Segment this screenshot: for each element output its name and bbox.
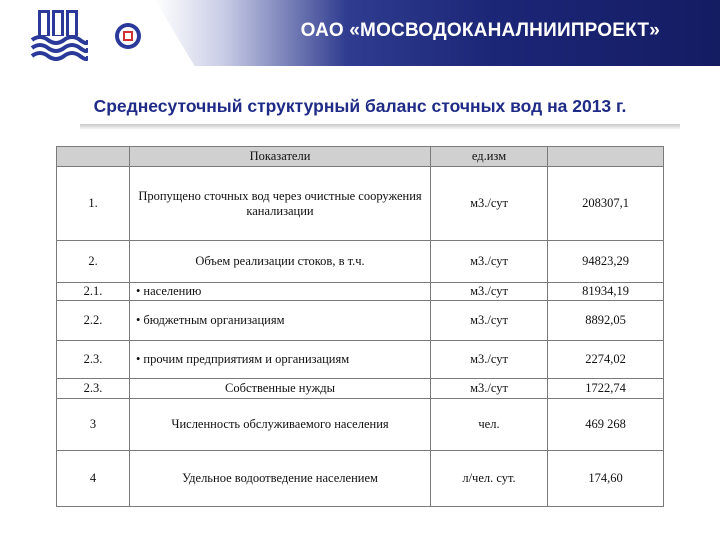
- row-indicator: Численность обслуживаемого населения: [130, 399, 431, 451]
- company-emblem-icon: [28, 6, 88, 61]
- row-indicator: Объем реализации стоков, в т.ч.: [130, 241, 431, 283]
- row-unit: м3./сут: [431, 283, 548, 301]
- row-indicator-text: бюджетным организациям: [143, 313, 285, 327]
- bullet-marker: •: [136, 352, 141, 366]
- table-row: [57, 451, 664, 507]
- table-row: [57, 399, 664, 451]
- row-value: 94823,29: [548, 241, 664, 283]
- row-indicator: [130, 283, 431, 301]
- bullet-marker: •: [136, 284, 141, 298]
- row-unit: чел.: [431, 399, 548, 451]
- row-value: 1722,74: [548, 379, 664, 399]
- row-indicator-text: прочим предприятиям и организациям: [143, 352, 350, 366]
- row-num: 1.: [57, 167, 130, 241]
- row-unit: м3./сут: [431, 341, 548, 379]
- row-unit: м3./сут: [431, 167, 548, 241]
- header-unit: ед.изм: [431, 147, 548, 167]
- table-header-row: [57, 147, 664, 167]
- page-title: Среднесуточный структурный баланс сточных вод на 2013 г.: [93, 96, 627, 116]
- bullet-marker: •: [136, 313, 141, 327]
- row-value: 2274,02: [548, 341, 664, 379]
- table-row: [57, 283, 664, 301]
- row-indicator: Удельное водоотведение населением: [130, 451, 431, 507]
- row-value: 208307,1: [548, 167, 664, 241]
- row-num: 3: [57, 399, 130, 451]
- row-value: 81934,19: [548, 283, 664, 301]
- row-indicator: Собственные нужды: [130, 379, 431, 399]
- table-row: [57, 301, 664, 341]
- header-bar: [0, 0, 720, 66]
- row-unit: м3./сут: [431, 379, 548, 399]
- header-num: [57, 147, 130, 167]
- row-unit: л/чел. сут.: [431, 451, 548, 507]
- row-indicator: Пропущено сточных вод через очистные сооружения канализации: [130, 167, 431, 241]
- row-indicator: [130, 341, 431, 379]
- row-num: 2.1.: [57, 283, 130, 301]
- header-title: ОАО «МОСВОДОКАНАЛНИИПРОЕКТ»: [300, 20, 660, 41]
- title-underline: [80, 124, 680, 130]
- row-value: 469 268: [548, 399, 664, 451]
- row-value: 8892,05: [548, 301, 664, 341]
- header-indicator: Показатели: [130, 147, 431, 167]
- row-unit: м3./сут: [431, 301, 548, 341]
- table-row: [57, 341, 664, 379]
- row-num: 2.3.: [57, 379, 130, 399]
- row-num: 2.: [57, 241, 130, 283]
- table-row: [57, 241, 664, 283]
- table-row: [57, 167, 664, 241]
- row-indicator: [130, 301, 431, 341]
- row-indicator-text: населению: [143, 284, 202, 298]
- header-value: [548, 147, 664, 167]
- row-num: 2.3.: [57, 341, 130, 379]
- table-row: [57, 379, 664, 399]
- round-badge-icon: [114, 22, 142, 50]
- balance-table: [56, 146, 664, 507]
- row-num: 2.2.: [57, 301, 130, 341]
- row-num: 4: [57, 451, 130, 507]
- row-value: 174,60: [548, 451, 664, 507]
- row-unit: м3./сут: [431, 241, 548, 283]
